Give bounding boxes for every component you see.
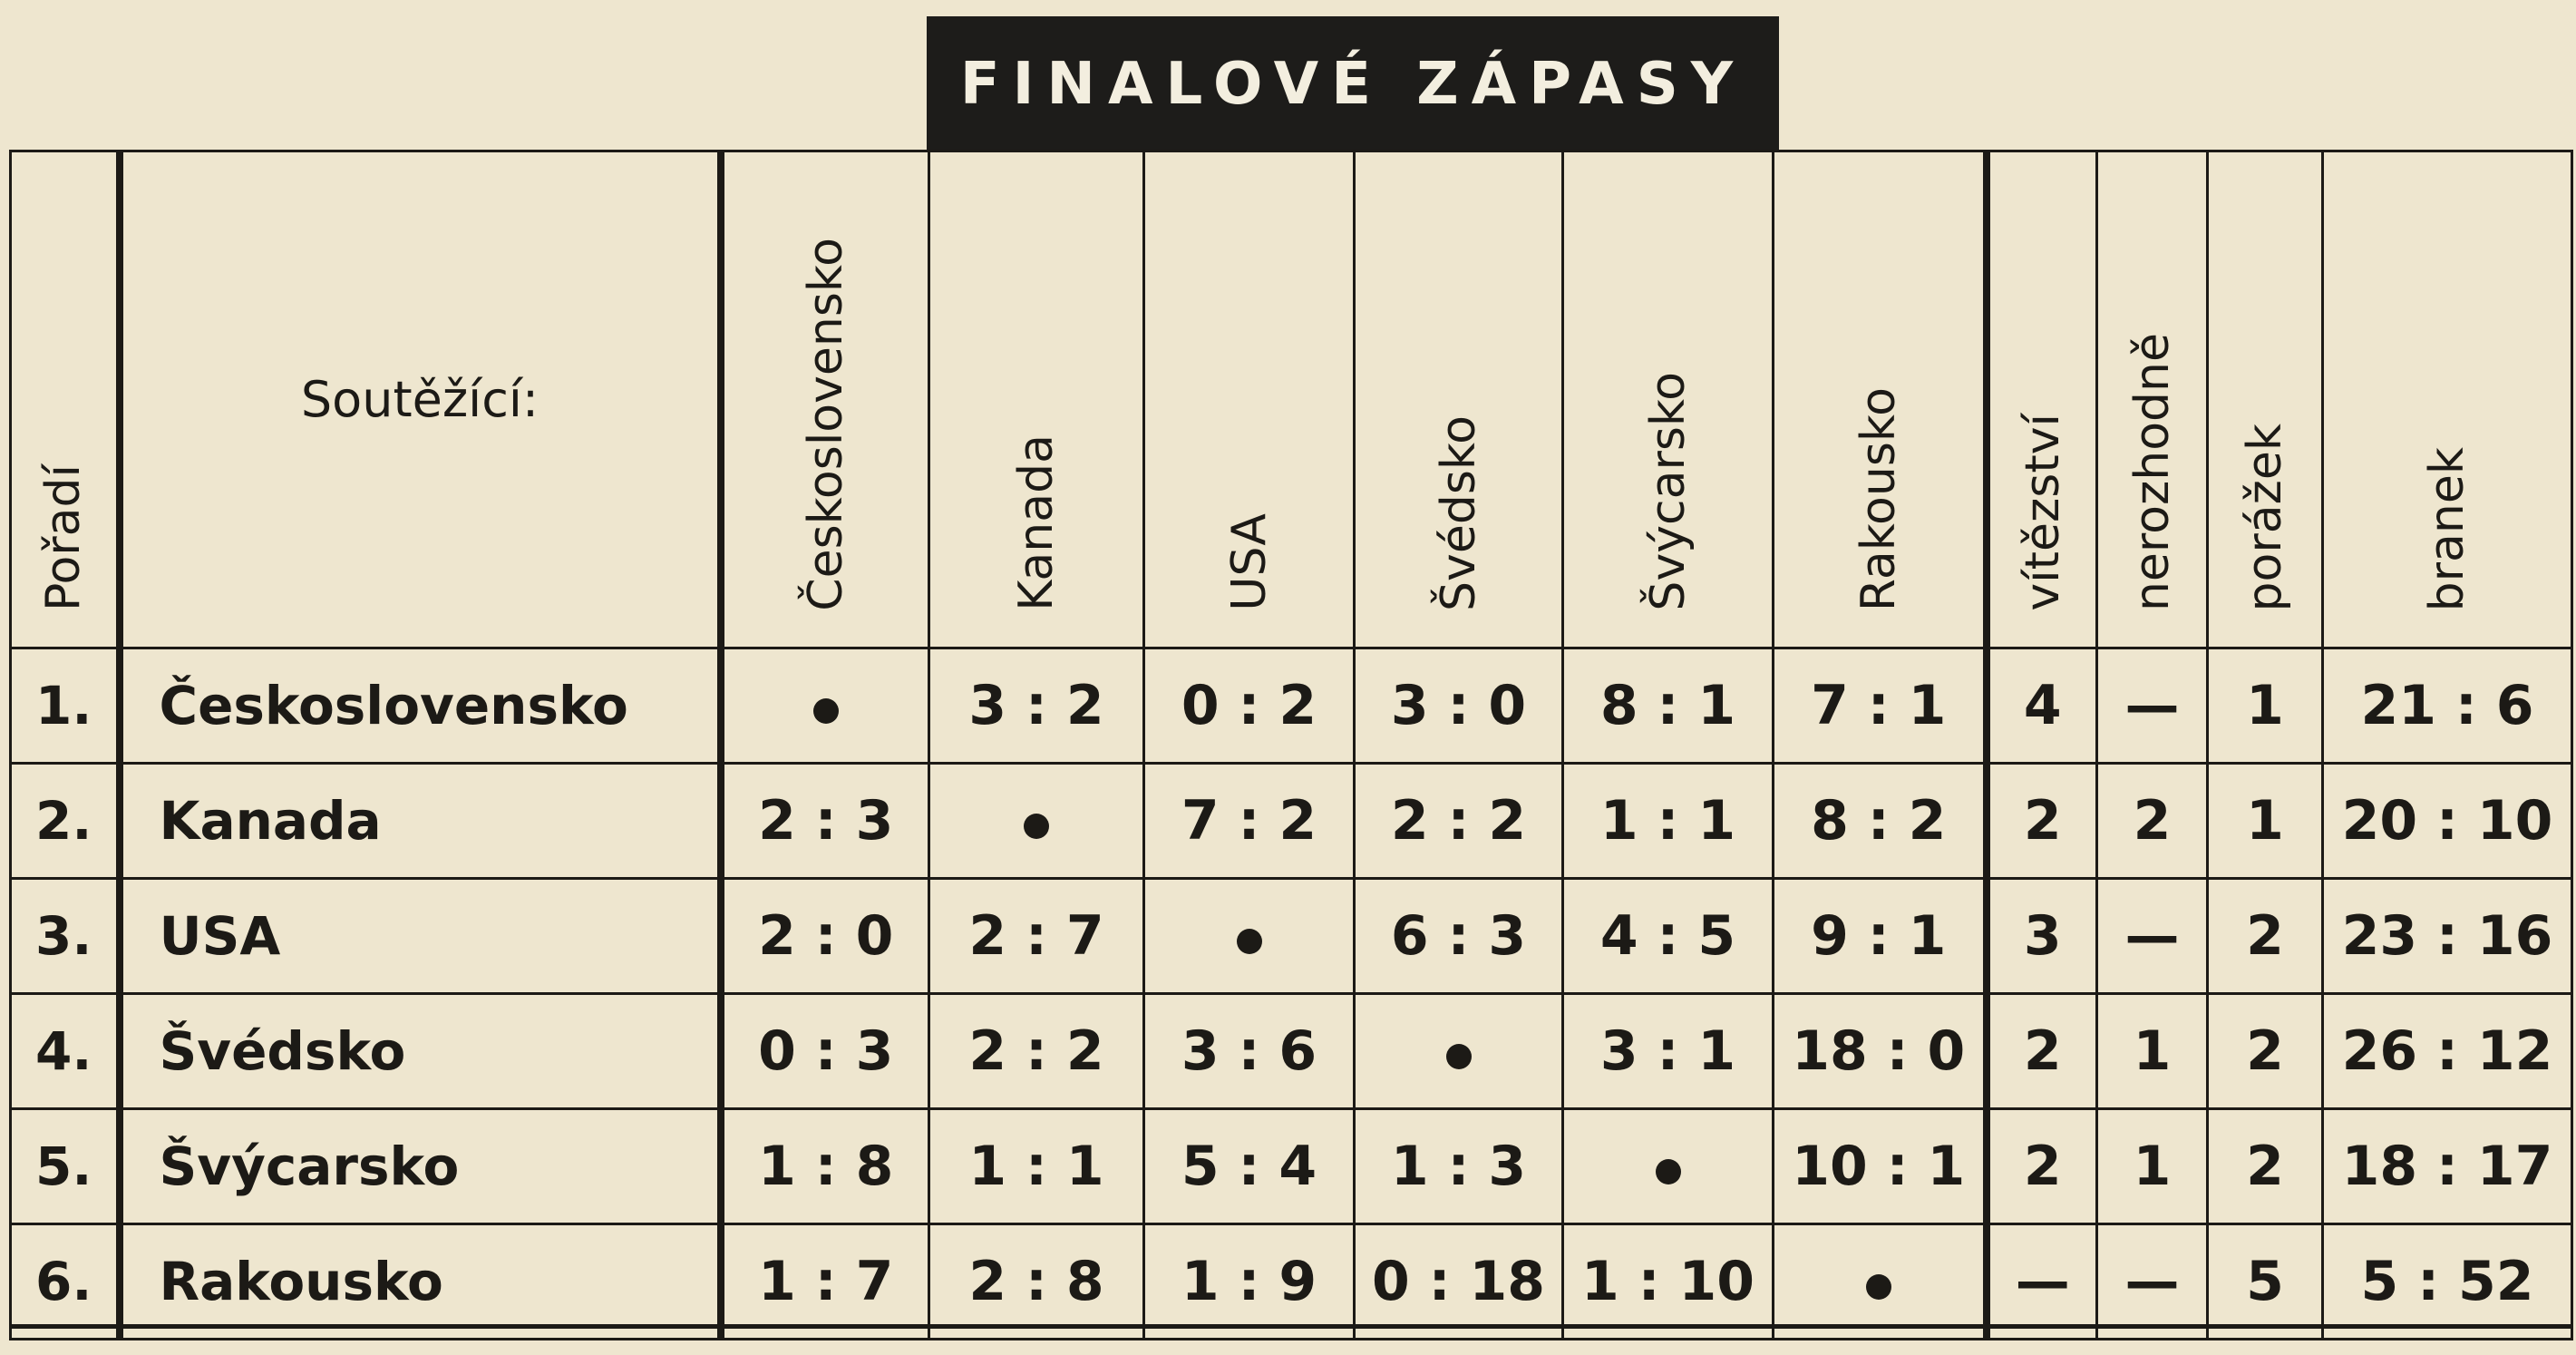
losses-cell: 5: [2208, 1224, 2323, 1340]
score-cell: 1 : 3: [1355, 1109, 1563, 1224]
score-cell: 3 : 2: [929, 648, 1144, 764]
score-cell: 2 : 7: [929, 879, 1144, 994]
wins-cell: —: [1987, 1224, 2097, 1340]
table-bottom-border: [9, 1324, 2571, 1347]
score-cell: 3 : 0: [1355, 648, 1563, 764]
goals-cell: 21 : 6: [2323, 648, 2572, 764]
header-contestant: Soutěžící:: [120, 151, 721, 648]
rank-cell: 5.: [11, 1109, 120, 1224]
score-cell: 2 : 8: [929, 1224, 1144, 1340]
losses-cell: 2: [2208, 1109, 2323, 1224]
score-cell: 1 : 10: [1563, 1224, 1774, 1340]
losses-cell: 1: [2208, 764, 2323, 879]
table-row: [11, 879, 2572, 994]
score-cell: 1 : 7: [721, 1224, 929, 1340]
score-cell: 2 : 3: [721, 764, 929, 879]
losses-cell: 2: [2208, 994, 2323, 1109]
score-cell: 3 : 1: [1563, 994, 1774, 1109]
wins-cell: 3: [1987, 879, 2097, 994]
score-cell: 2 : 0: [721, 879, 929, 994]
header-opponent-6: Rakousko: [1774, 151, 1987, 648]
losses-cell: 1: [2208, 648, 2323, 764]
score-cell: 3 : 6: [1144, 994, 1355, 1109]
score-cell: 18 : 0: [1774, 994, 1987, 1109]
losses-cell: 2: [2208, 879, 2323, 994]
score-cell: 9 : 1: [1774, 879, 1987, 994]
draws-cell: —: [2097, 879, 2208, 994]
goals-cell: 5 : 52: [2323, 1224, 2572, 1340]
goals-cell: 18 : 17: [2323, 1109, 2572, 1224]
header-opponent-4: Švédsko: [1355, 151, 1563, 648]
score-cell: [929, 764, 1144, 879]
score-cell: 8 : 2: [1774, 764, 1987, 879]
team-name-cell: Švýcarsko: [120, 1109, 721, 1224]
rank-cell: 6.: [11, 1224, 120, 1340]
table-row: [11, 1109, 2572, 1224]
same-team-dot-icon: [813, 698, 839, 724]
wins-cell: 2: [1987, 994, 2097, 1109]
table-row: [11, 994, 2572, 1109]
rank-cell: 1.: [11, 648, 120, 764]
draws-cell: 2: [2097, 764, 2208, 879]
same-team-dot-icon: [1656, 1159, 1681, 1184]
score-cell: 0 : 18: [1355, 1224, 1563, 1340]
header-rank: Pořadí: [11, 151, 120, 648]
goals-cell: 26 : 12: [2323, 994, 2572, 1109]
score-cell: 7 : 2: [1144, 764, 1355, 879]
rank-cell: 2.: [11, 764, 120, 879]
results-table: [9, 150, 2573, 1340]
score-cell: 6 : 3: [1355, 879, 1563, 994]
table-title: FINALOVÉ ZÁPASY: [927, 16, 1779, 152]
draws-cell: 1: [2097, 1109, 2208, 1224]
rank-cell: 3.: [11, 879, 120, 994]
header-opponent-3: USA: [1144, 151, 1355, 648]
score-cell: [1144, 879, 1355, 994]
score-cell: 8 : 1: [1563, 648, 1774, 764]
team-name-cell: USA: [120, 879, 721, 994]
header-draws: nerozhodně: [2097, 151, 2208, 648]
draws-cell: —: [2097, 1224, 2208, 1340]
header-opponent-5: Švýcarsko: [1563, 151, 1774, 648]
wins-cell: 2: [1987, 1109, 2097, 1224]
team-name-cell: Československo: [120, 648, 721, 764]
score-cell: 5 : 4: [1144, 1109, 1355, 1224]
header-row: [11, 151, 2572, 648]
score-cell: 4 : 5: [1563, 879, 1774, 994]
team-name-cell: Kanada: [120, 764, 721, 879]
score-cell: 0 : 3: [721, 994, 929, 1109]
table-row: [11, 764, 2572, 879]
same-team-dot-icon: [1866, 1274, 1891, 1300]
score-cell: [1563, 1109, 1774, 1224]
same-team-dot-icon: [1024, 814, 1049, 839]
header-opponent-2: Kanada: [929, 151, 1144, 648]
score-cell: 1 : 8: [721, 1109, 929, 1224]
score-cell: 0 : 2: [1144, 648, 1355, 764]
score-cell: 7 : 1: [1774, 648, 1987, 764]
header-losses: porážek: [2208, 151, 2323, 648]
rank-cell: 4.: [11, 994, 120, 1109]
goals-cell: 23 : 16: [2323, 879, 2572, 994]
score-cell: 10 : 1: [1774, 1109, 1987, 1224]
goals-cell: 20 : 10: [2323, 764, 2572, 879]
score-cell: [1774, 1224, 1987, 1340]
draws-cell: 1: [2097, 994, 2208, 1109]
score-cell: [1355, 994, 1563, 1109]
table-row: [11, 648, 2572, 764]
wins-cell: 4: [1987, 648, 2097, 764]
header-goals: branek: [2323, 151, 2572, 648]
score-cell: 2 : 2: [929, 994, 1144, 1109]
table-row: [11, 1224, 2572, 1340]
same-team-dot-icon: [1446, 1044, 1472, 1069]
score-cell: 1 : 1: [1563, 764, 1774, 879]
score-cell: [721, 648, 929, 764]
team-name-cell: Rakousko: [120, 1224, 721, 1340]
score-cell: 2 : 2: [1355, 764, 1563, 879]
team-name-cell: Švédsko: [120, 994, 721, 1109]
header-wins: vítězství: [1987, 151, 2097, 648]
score-cell: 1 : 1: [929, 1109, 1144, 1224]
same-team-dot-icon: [1237, 929, 1262, 954]
score-cell: 1 : 9: [1144, 1224, 1355, 1340]
wins-cell: 2: [1987, 764, 2097, 879]
header-opponent-1: Československo: [721, 151, 929, 648]
draws-cell: —: [2097, 648, 2208, 764]
